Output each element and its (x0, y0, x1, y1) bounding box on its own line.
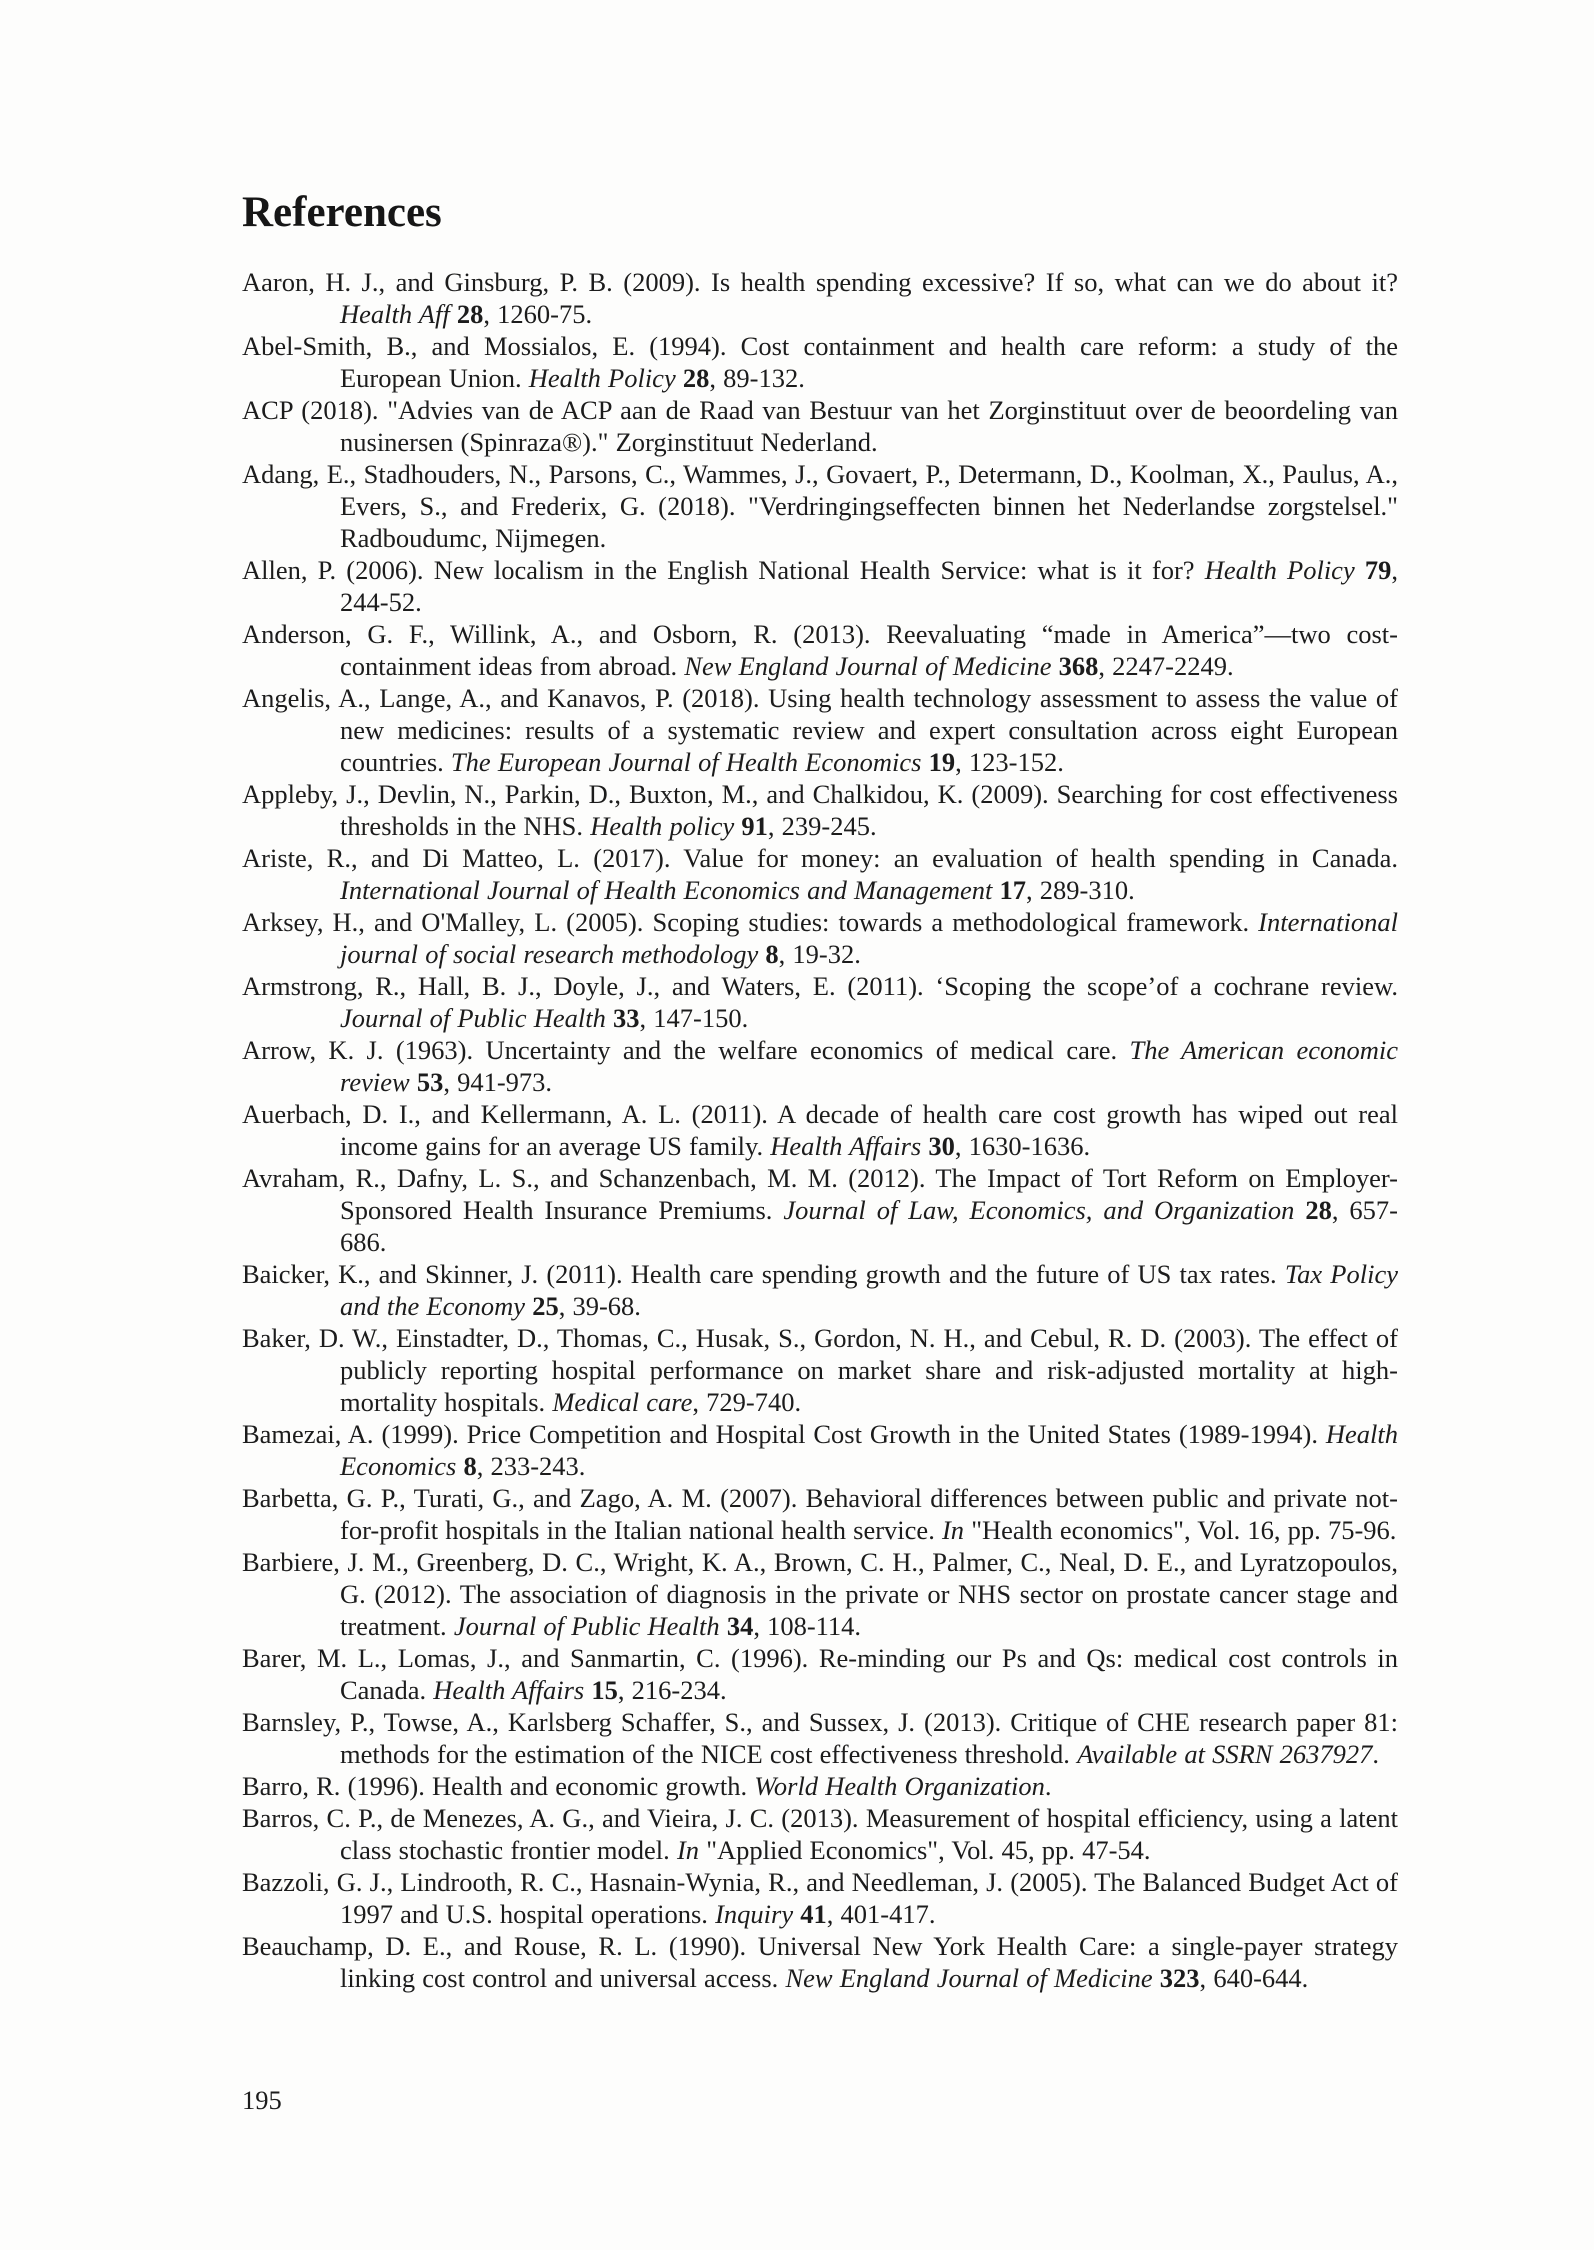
journal-name: The American economic review (340, 1035, 1398, 1097)
page-number: 195 (242, 2085, 282, 2115)
volume-number: 41 (800, 1899, 827, 1929)
journal-name: New England Journal of Medicine (684, 651, 1059, 681)
reference-text: Angelis, A., Lange, A., and Kanavos, P. (2018). Using health technology assessment to assess the value of new medicines: results of a systematic review and expert consultation across eight European countries. (242, 683, 1398, 777)
journal-name: Health Affairs (770, 1131, 929, 1161)
reference-text: Baicker, K., and Skinner, J. (2011). Health care spending growth and the future of US tax rates. (242, 1259, 1285, 1289)
reference-text: Barros, C. P., de Menezes, A. G., and Vieira, J. C. (2013). Measurement of hospital efficiency, using a latent class stochastic frontier model. (242, 1803, 1398, 1865)
journal-name: International journal of social research methodology (340, 907, 1398, 969)
volume-number: 33 (612, 1003, 640, 1033)
journal-name: Health Policy (528, 363, 683, 393)
reference-text: Beauchamp, D. E., and Rouse, R. L. (1990). Universal New York Health Care: a single-payer strategy linking cost control and universal access. (242, 1931, 1398, 1993)
reference-text: , 108-114. (753, 1611, 862, 1641)
reference-text: , 89-132. (709, 363, 805, 393)
reference-text: , 39-68. (558, 1291, 641, 1321)
reference-text: Bamezai, A. (1999). Price Competition and Hospital Cost Growth in the United States (1989-1994). (242, 1419, 1326, 1449)
reference-entry (242, 970, 1398, 1034)
reference-text: , 244-52. (340, 555, 1398, 617)
reference-entry (242, 330, 1398, 394)
volume-number: 28 (1305, 1195, 1332, 1225)
page-title: References (242, 189, 442, 236)
reference-text: Auerbach, D. I., and Kellermann, A. L. (2011). A decade of health care cost growth has wiped out real income gains for an average US family. (242, 1099, 1398, 1161)
journal-name: Journal of Law, Economics, and Organization (783, 1195, 1306, 1225)
reference-entry (242, 1706, 1398, 1770)
reference-text: ACP (2018). "Advies van de ACP aan de Raad van Bestuur van het Zorginstituut over de beoordeling van nusinersen (Spinraza®)." Zorginstituut Nederland. (242, 395, 1398, 457)
reference-entry (242, 1866, 1398, 1930)
reference-text: , 657-686. (340, 1195, 1398, 1257)
reference-entry (242, 1802, 1398, 1866)
journal-name: In (941, 1515, 972, 1545)
volume-number: 79 (1364, 555, 1392, 585)
reference-text: Arrow, K. J. (1963). Uncertainty and the welfare economics of medical care. (242, 1035, 1130, 1065)
reference-entry (242, 842, 1398, 906)
volume-number: 91 (741, 811, 768, 841)
reference-text: , 239-245. (767, 811, 877, 841)
volume-number: 19 (928, 747, 956, 777)
reference-entry (242, 1258, 1398, 1322)
reference-text: , 147-150. (639, 1003, 749, 1033)
reference-text: . (1372, 1739, 1379, 1769)
journal-name: In (676, 1835, 707, 1865)
reference-text: , 640-644. (1199, 1963, 1309, 1993)
reference-text: , 941-973. (443, 1067, 553, 1097)
reference-text: , 729-740. (692, 1387, 802, 1417)
reference-text: , 2247-2249. (1098, 651, 1234, 681)
journal-name: Medical care (552, 1387, 693, 1417)
journal-name: Health Policy (1204, 555, 1365, 585)
reference-entry (242, 1642, 1398, 1706)
volume-number: 30 (928, 1131, 955, 1161)
reference-text: "Health economics", Vol. 16, pp. 75-96. (971, 1515, 1397, 1545)
journal-name: Inquiry (715, 1899, 801, 1929)
reference-entry (242, 682, 1398, 778)
reference-entry (242, 1034, 1398, 1098)
reference-text: Bazzoli, G. J., Lindrooth, R. C., Hasnain-Wynia, R., and Needleman, J. (2005). The Balanced Budget Act of 1997 and U.S. hospital operations. (242, 1867, 1398, 1929)
volume-number: 53 (416, 1067, 444, 1097)
reference-entry (242, 618, 1398, 682)
reference-text: . (1044, 1771, 1052, 1801)
journal-name: Health Aff (340, 299, 457, 329)
volume-number: 368 (1058, 651, 1099, 681)
journal-name: New England Journal of Medicine (785, 1963, 1160, 1993)
journal-name: Journal of Public Health (453, 1611, 727, 1641)
reference-entry (242, 394, 1398, 458)
volume-number: 17 (999, 875, 1026, 905)
reference-text: Barnsley, P., Towse, A., Karlsberg Schaffer, S., and Sussex, J. (2013). Critique of CHE research paper 81: methods for the estimation of the NICE cost effectiveness threshold. (242, 1707, 1398, 1769)
reference-entry (242, 778, 1398, 842)
reference-text: Barbetta, G. P., Turati, G., and Zago, A. M. (2007). Behavioral differences between public and private not-for-profit hospitals in the Italian national health service. (242, 1483, 1398, 1545)
journal-name: International Journal of Health Economics and Management (340, 875, 1000, 905)
reference-text: Aaron, H. J., and Ginsburg, P. B. (2009). Is health spending excessive? If so, what can we do about it? (242, 267, 1398, 297)
journal-name: Health policy (590, 811, 742, 841)
reference-text: , 19-32. (778, 939, 861, 969)
reference-text: Arksey, H., and O'Malley, L. (2005). Scoping studies: towards a methodological framework. (242, 907, 1259, 937)
reference-entry (242, 266, 1398, 330)
reference-text: , 233-243. (476, 1451, 586, 1481)
reference-entry (242, 458, 1398, 554)
reference-text: Abel-Smith, B., and Mossialos, E. (1994). Cost containment and health care reform: a study of the European Union. (242, 331, 1398, 393)
journal-name: Journal of Public Health (340, 1003, 613, 1033)
reference-entry (242, 1322, 1398, 1418)
reference-text: Appleby, J., Devlin, N., Parkin, D., Buxton, M., and Chalkidou, K. (2009). Searching for cost effectiveness thresholds in the NHS. (242, 779, 1398, 841)
reference-text: , 123-152. (955, 747, 1064, 777)
reference-text: Barbiere, J. M., Greenberg, D. C., Wright, K. A., Brown, C. H., Palmer, C., Neal, D. E., and Lyratzopoulos, G. (2012). The association of diagnosis in the private or NHS sector on prostate cancer stage and treatment. (242, 1547, 1398, 1641)
reference-text: "Applied Economics", Vol. 45, pp. 47-54. (706, 1835, 1151, 1865)
reference-text: , 1260-75. (483, 299, 593, 329)
reference-text: Barer, M. L., Lomas, J., and Sanmartin, C. (1996). Re-minding our Ps and Qs: medical cost controls in Canada. (242, 1643, 1398, 1705)
volume-number: 34 (726, 1611, 754, 1641)
reference-entry (242, 1930, 1398, 1994)
reference-entry (242, 906, 1398, 970)
volume-number: 8 (765, 939, 779, 969)
reference-text: , 289-310. (1025, 875, 1135, 905)
reference-text: , 401-417. (826, 1899, 936, 1929)
reference-entry (242, 1418, 1398, 1482)
reference-text: Baker, D. W., Einstadter, D., Thomas, C., Husak, S., Gordon, N. H., and Cebul, R. D. (2003). The effect of publicly reporting hospital performance on market share and risk-adjusted mortality at high-mortality hospitals. (242, 1323, 1398, 1417)
volume-number: 28 (682, 363, 710, 393)
reference-list (242, 266, 1398, 1994)
reference-text: , 216-234. (617, 1675, 727, 1705)
volume-number: 323 (1159, 1963, 1200, 1993)
journal-name: Tax Policy and the Economy (340, 1259, 1398, 1321)
reference-entry (242, 1546, 1398, 1642)
reference-entry (242, 1770, 1398, 1802)
reference-text: Adang, E., Stadhouders, N., Parsons, C., Wammes, J., Govaert, P., Determann, D., Koolman, X., Paulus, A., Evers, S., and Frederix, G. (2018). "Verdringingseffecten binnen het Nederlandse zorgstelsel." Radboudumc, Nijmegen. (242, 459, 1398, 553)
reference-text: Allen, P. (2006). New localism in the English National Health Service: what is it for? (242, 555, 1205, 585)
journal-name: Available at SSRN 2637927 (1077, 1739, 1373, 1769)
volume-number: 15 (591, 1675, 618, 1705)
reference-text: Ariste, R., and Di Matteo, L. (2017). Value for money: an evaluation of health spending in Canada. (242, 843, 1398, 873)
reference-text: Anderson, G. F., Willink, A., and Osborn, R. (2013). Reevaluating “made in America”—two cost-containment ideas from abroad. (242, 619, 1398, 681)
volume-number: 28 (456, 299, 484, 329)
reference-entry (242, 1162, 1398, 1258)
journal-name: The European Journal of Health Economics (450, 747, 929, 777)
reference-text: Armstrong, R., Hall, B. J., Doyle, J., and Waters, E. (2011). ‘Scoping the scope’of a cochrane review. (242, 971, 1398, 1001)
reference-entry (242, 554, 1398, 618)
page-content (242, 190, 1398, 1994)
journal-name: Health Affairs (433, 1675, 592, 1705)
volume-number: 8 (463, 1451, 477, 1481)
volume-number: 25 (532, 1291, 559, 1321)
journal-name: World Health Organization (754, 1771, 1045, 1801)
reference-text: , 1630-1636. (954, 1131, 1091, 1161)
reference-text: Barro, R. (1996). Health and economic growth. (242, 1771, 755, 1801)
reference-entry (242, 1482, 1398, 1546)
reference-entry (242, 1098, 1398, 1162)
journal-name: Health Economics (340, 1419, 1398, 1481)
reference-text: Avraham, R., Dafny, L. S., and Schanzenbach, M. M. (2012). The Impact of Tort Reform on Employer-Sponsored Health Insurance Premiums. (242, 1163, 1398, 1225)
